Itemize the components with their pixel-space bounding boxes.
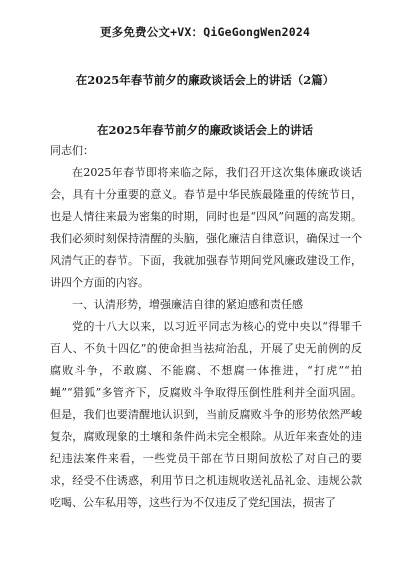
section-title: 在2025年春节前夕的廉政谈话会上的讲话 bbox=[96, 123, 313, 137]
heading-1: 一、认清形势，增强廉洁自律的紧迫感和责任感 bbox=[72, 298, 303, 311]
salutation: 同志们： bbox=[50, 144, 94, 157]
paragraph: 党的十八大以来，以习近平同志为核心的党中央以“得罪千百人、不负十四亿”的使命担当祛疴治乱，开展了史无前例的反腐败斗争，不敢腐、不能腐、不想腐一体推进，“打虎”“拍蝇”“猎狐”多管齐下，反腐败斗争取得压倒性胜利并全面巩固。但是，我们也要清醒地认识到，当前反腐败斗争的形势依然严峻复杂，腐败现象的土壤和条件尚未完全根除。从近年来查处的违纪违法案件来看，一些党员干部在节日期间放松了对自己的要求，经受不住诱惑，利用节日之机违规收送礼品礼金、违规公款吃喝、公车私用等，这些行为不仅违反了党纪国法，损害了 bbox=[50, 320, 362, 509]
document-title: 在2025年春节前夕的廉政谈话会上的讲话（2篇） bbox=[75, 73, 335, 87]
paragraph: 在2025年春节即将来临之际，我们召开这次集体廉政谈话会，具有十分重要的意义。春节是中华民族最隆重的传统节日，也是人情往来最为密集的时期，同时也是“四风”问题的高发期。我们必须时刻保持清醒的头脑，强化廉洁自律意识，确保过一个风清气正的春节。下面，我就加强春节期间党风廉政建设工作，讲四个方面的内容。 bbox=[50, 166, 362, 289]
body-text bbox=[50, 140, 362, 514]
header-note: 更多免费公文+VX：QiGeGongWen2024 bbox=[99, 25, 311, 39]
